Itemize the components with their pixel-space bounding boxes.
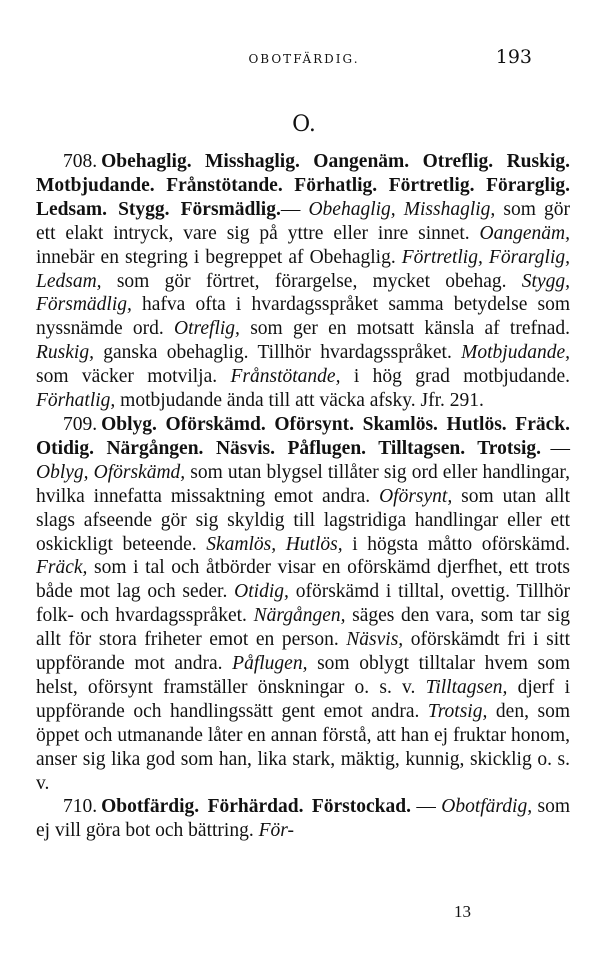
signature-mark: 13	[454, 902, 471, 921]
running-title: OBOTFÄRDIG.	[248, 52, 360, 66]
definition-text: som utan blygsel tillåter sig ord eller handlingar, hvilka innefatta missaktning emot andra.	[36, 461, 570, 507]
definition-text: —	[540, 437, 570, 459]
definition-text: i högsta måtto oförskämd.	[342, 533, 570, 555]
italic-term: Obehaglig, Misshaglig,	[308, 198, 496, 220]
definition-text: oförskämd i tilltal, ovettig. Tillhör folk- och hvardagsspråket.	[36, 581, 570, 627]
italic-term: Otreflig,	[174, 318, 240, 340]
italic-term: Skamlös, Hutlös,	[206, 533, 343, 555]
entry-number: 708.	[63, 151, 98, 172]
definition-text: som i tal och åtbörder visar en oförskämd djerfhet, ett trots både mot lag och seder.	[36, 557, 570, 603]
running-head	[0, 44, 608, 72]
italic-term: Tilltagsen,	[425, 676, 508, 698]
italic-term: Förhatlig,	[36, 390, 116, 412]
entry	[36, 150, 570, 413]
entry-number: 710.	[63, 796, 98, 818]
italic-term: Oförsynt,	[379, 485, 453, 507]
definition-text: motbjudande ända till att väcka afsky. Jfr. 291.	[115, 390, 484, 412]
definition-text: som gör förtret, förargelse, mycket obehag.	[101, 270, 522, 292]
italic-term: Ruskig,	[36, 342, 94, 364]
section-letter: O.	[292, 112, 316, 137]
definition-text: djerf i uppförande och handlingssätt gent emot andra.	[36, 676, 570, 722]
italic-term: Oangenäm,	[479, 222, 570, 244]
italic-term: Påflugen,	[232, 653, 308, 675]
definition-text: som väcker motvilja.	[36, 366, 231, 388]
italic-term: Otidig,	[234, 581, 289, 603]
italic-term: Närgången,	[253, 605, 346, 627]
definition-text: oförskämdt fri i sitt uppförande mot andra.	[36, 629, 571, 675]
entry-headwords: Obotfärdig. Förhärdad. Förstockad.	[101, 796, 411, 818]
definition-text: som oblygt tilltalar hvem som helst, oförsynt framställer önskningar o. s. v.	[36, 653, 571, 698]
page-number: 193	[495, 46, 532, 68]
italic-term: Fräck,	[36, 557, 88, 579]
entry	[36, 795, 570, 843]
entry	[36, 413, 570, 796]
italic-term: Förtretlig, Förarglig, Ledsam,	[36, 246, 570, 292]
italic-term: För-	[258, 820, 294, 842]
definition-text: som gör ett elakt intryck, vare sig på yttre eller inre sinnet.	[36, 198, 571, 244]
definition-text: den, som öppet och utmanande låter en annan förstå, att han ej fruktar honom, anser sig lika god som han, lika stark, mäktig, kunnig, skicklig o. s. v.	[36, 700, 570, 794]
definition-text: som ger en motsatt känsla af trefnad.	[239, 318, 570, 340]
italic-term: Stygg, Försmädlig,	[36, 270, 570, 316]
definition-text: innebär en stegring i begreppet af Obehaglig.	[36, 246, 402, 268]
entry-headwords: Obehaglig. Misshaglig. Oangenäm. Otreflig. Ruskig. Motbjudande. Frånstötande. Förhatlig. Förtretlig. Förarglig. Ledsam. Stygg. Försmädlig.	[36, 151, 570, 220]
italic-term: Motbjudande,	[461, 342, 570, 364]
definition-text: säges den vara, som tar sig allt för stora friheter emot en person.	[36, 605, 570, 651]
definition-text: —	[410, 796, 442, 818]
dictionary-text	[36, 150, 570, 843]
definition-text: hafva ofta i hvardagsspråket samma betydelse som nyssnämde ord.	[36, 294, 570, 340]
definition-text: i hög grad motbjudande.	[340, 366, 570, 388]
definition-text: som utan allt slags afseende gör sig skyldig till lagstridiga handlingar eller ett oskickligt beteende.	[36, 485, 570, 555]
italic-term: Näsvis,	[346, 629, 404, 651]
italic-term: Obotfärdig,	[441, 796, 533, 818]
definition-text: som ej vill göra bot och bättring.	[36, 796, 570, 842]
definition-text: —	[280, 198, 309, 220]
italic-term: Oblyg, Oförskämd,	[36, 461, 186, 483]
italic-term: Frånstötande,	[230, 366, 341, 388]
definition-text: ganska obehaglig. Tillhör hvardagsspråket.	[93, 342, 462, 364]
entry-headwords: Oblyg. Oförskämd. Oförsynt. Skamlös. Hutlös. Fräck. Otidig. Närgången. Näsvis. Påflugen. Tilltagsen. Trotsig.	[36, 413, 570, 459]
entry-number: 709.	[63, 413, 98, 435]
italic-term: Trotsig,	[427, 700, 488, 722]
